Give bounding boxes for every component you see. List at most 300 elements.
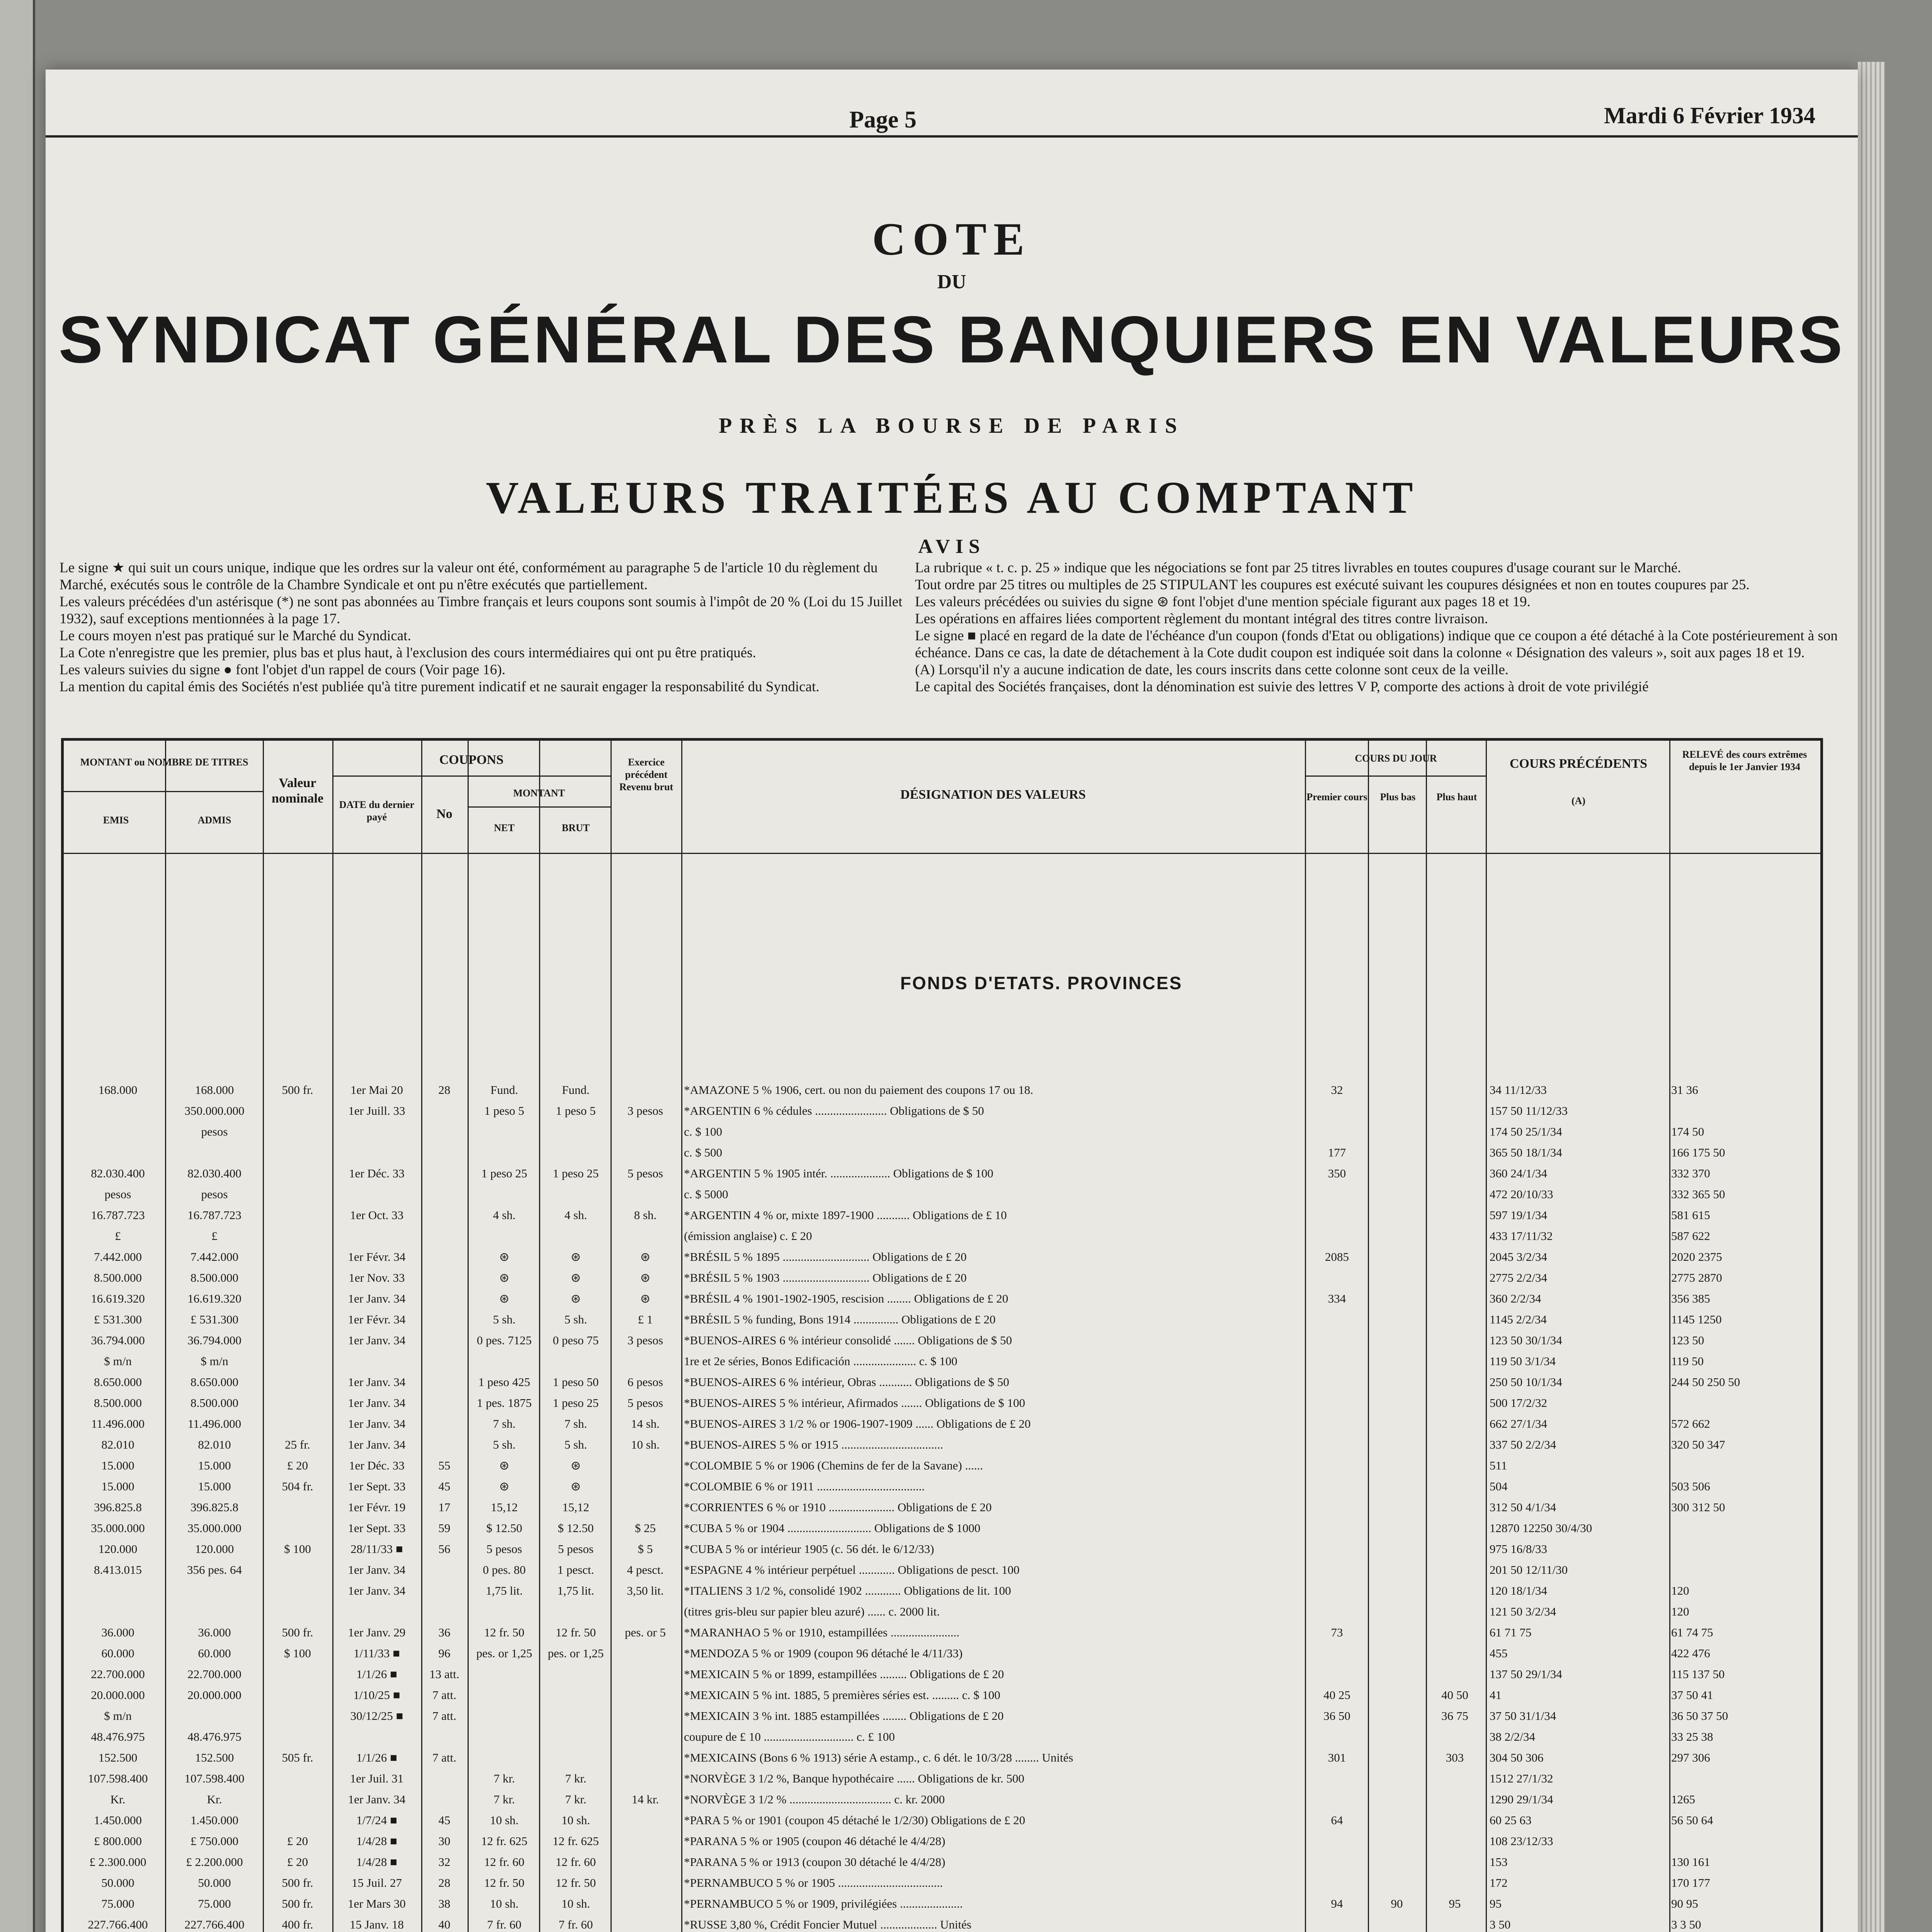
- cell-net: 1,75 lit.: [486, 1584, 523, 1597]
- cell-net: 5 pesos: [486, 1542, 522, 1556]
- cell-prec: 157 50 11/12/33: [1490, 1104, 1568, 1117]
- cell-rel: 36 50 37 50: [1671, 1709, 1728, 1723]
- notice-paragraph: Le signe ■ placé en regard de la date de l'échéance d'un coupon (fonds d'Etat ou obligations) indique que ce coupon a été détaché à la Cote postérieurement à son échéance. Dans ce cas, la date de détachement à la Cote dudit coupon est indiquée soit dans la colonne « Désignation des valeurs », soit aux pages 18 et 19.: [915, 628, 1838, 661]
- cell-prec: 123 50 30/1/34: [1490, 1333, 1562, 1347]
- title-syndicat: SYNDICAT GÉNÉRAL DES BANQUIERS EN VALEURS: [58, 303, 1845, 377]
- cell-brut: 0 peso 75: [553, 1333, 599, 1347]
- cell-net: 12 fr. 50: [484, 1876, 525, 1889]
- cell-rel: 174 50: [1671, 1125, 1704, 1138]
- cell-emis: £ 531.300: [94, 1313, 142, 1326]
- cell-admis: 48.476.975: [187, 1730, 242, 1743]
- cell-emis: pesos: [104, 1187, 131, 1201]
- notice-paragraph: (A) Lorsqu'il n'y a aucune indication de date, les cours inscrits dans cette colonne sont ceux de la veille.: [915, 662, 1509, 678]
- cell-prec: 121 50 3/2/34: [1490, 1605, 1556, 1618]
- cell-admis: Kr.: [207, 1793, 222, 1806]
- table-row: [64, 1686, 1820, 1707]
- cell-brut: ⊛: [571, 1250, 581, 1264]
- cell-emis: 15.000: [101, 1480, 134, 1493]
- cell-rel: 503 506: [1671, 1480, 1710, 1493]
- cell-desig: *MEXICAINS (Bons 6 % 1913) série A estamp., c. 6 dét. le 10/3/28 ........ Unités: [684, 1751, 1073, 1764]
- cell-rev: £ 1: [638, 1313, 653, 1326]
- cell-date: 1er Janv. 34: [348, 1375, 406, 1389]
- header-emis: EMIS: [103, 815, 129, 826]
- cell-rev: 8 sh.: [634, 1208, 657, 1222]
- cell-desig: *NORVÈGE 3 1/2 %, Banque hypothécaire ...... Obligations de kr. 500: [684, 1772, 1024, 1785]
- left-page-edge: [0, 0, 35, 1932]
- cell-date: 1/10/25 ■: [353, 1688, 400, 1702]
- cell-net: 12 fr. 625: [481, 1834, 527, 1848]
- page-number: Page 5: [849, 107, 917, 133]
- cell-brut: 4 sh.: [564, 1208, 587, 1222]
- notice-paragraph: La mention du capital émis des Sociétés n'est publiée qu'à titre purement indicatif et ne saurait engager la responsabilité du Syndicat.: [60, 679, 820, 695]
- cell-admis: £ 531.300: [190, 1313, 238, 1326]
- section-title: FONDS D'ETATS. PROVINCES: [900, 973, 1183, 993]
- cell-prec: 455: [1490, 1646, 1508, 1660]
- cell-emis: 60.000: [101, 1646, 134, 1660]
- cell-brut: $ 12.50: [558, 1521, 594, 1535]
- cell-rev: 4 pesct.: [627, 1563, 664, 1577]
- cell-emis: 50.000: [101, 1876, 134, 1889]
- cell-emis: $ m/n: [104, 1709, 132, 1723]
- cell-brut: 5 sh.: [564, 1438, 587, 1451]
- title-cote: COTE: [872, 213, 1032, 265]
- cell-desig: *ARGENTIN 6 % cédules ........................ Obligations de $ 50: [684, 1104, 984, 1117]
- cell-brut: 5 pesos: [558, 1542, 594, 1556]
- cell-nom: 500 fr.: [282, 1876, 313, 1889]
- table-row: [64, 1415, 1820, 1435]
- cell-prec: 250 50 10/1/34: [1490, 1375, 1562, 1389]
- table-row: [64, 1769, 1820, 1790]
- cell-net: 7 kr.: [493, 1772, 515, 1785]
- cell-prem: 94: [1331, 1897, 1343, 1910]
- cell-admis: 36.794.000: [187, 1333, 242, 1347]
- header-no: No: [436, 807, 452, 821]
- cell-prec: 60 25 63: [1490, 1813, 1532, 1827]
- cell-net: 1 peso 5: [484, 1104, 524, 1117]
- cell-rel: 300 312 50: [1671, 1500, 1725, 1514]
- table-body: [64, 1081, 1820, 1932]
- cell-rel: 130 161: [1671, 1855, 1710, 1869]
- cell-rev: ⊛: [640, 1271, 650, 1284]
- header-premier: Premier cours: [1306, 791, 1367, 803]
- cell-brut: 10 sh.: [561, 1813, 590, 1827]
- cell-date: 1/7/24 ■: [356, 1813, 397, 1827]
- notice-paragraph: La rubrique « t. c. p. 25 » indique que les négociations se font par 25 titres livrables en toutes coupures d'usage courant sur le Marché.: [915, 560, 1681, 576]
- notice-left-column: [60, 560, 906, 696]
- cell-brut: 1 peso 50: [553, 1375, 599, 1389]
- cell-plh: 303: [1446, 1751, 1464, 1764]
- cell-prec: 1145 2/2/34: [1490, 1313, 1547, 1326]
- table-row: [64, 1331, 1820, 1352]
- cell-date: 1er Févr. 34: [348, 1250, 406, 1264]
- cell-emis: 15.000: [101, 1459, 134, 1472]
- cell-brut: 12 fr. 625: [553, 1834, 599, 1848]
- cell-brut: ⊛: [571, 1459, 581, 1472]
- cell-date: 1/1/26 ■: [356, 1667, 397, 1681]
- cell-emis: £: [115, 1229, 121, 1243]
- cell-prem: 36 50: [1323, 1709, 1350, 1723]
- cell-prec: 37 50 31/1/34: [1490, 1709, 1556, 1723]
- cell-nom: 25 fr.: [285, 1438, 310, 1451]
- cell-rel: 170 177: [1671, 1876, 1710, 1889]
- cell-desig: *ITALIENS 3 1/2 %, consolidé 1902 ............ Obligations de lit. 100: [684, 1584, 1011, 1597]
- cell-brut: 7 fr. 60: [558, 1918, 593, 1931]
- cell-rel: 572 662: [1671, 1417, 1710, 1430]
- cell-nom: 500 fr.: [282, 1626, 313, 1639]
- cell-emis: 20.000.000: [91, 1688, 145, 1702]
- cell-prec: 201 50 12/11/30: [1490, 1563, 1568, 1577]
- cell-no: 30: [438, 1834, 451, 1848]
- cell-net: 0 pes. 7125: [476, 1333, 532, 1347]
- title-pres: PRÈS LA BOURSE DE PARIS: [719, 414, 1185, 438]
- table-row: [64, 1748, 1820, 1769]
- cell-no: 28: [438, 1083, 451, 1097]
- cell-desig: c. $ 100: [684, 1125, 723, 1138]
- cell-desig: c. $ 500: [684, 1146, 723, 1159]
- cell-net: ⊛: [499, 1480, 509, 1493]
- cell-desig: *ARGENTIN 4 % or, mixte 1897-1900 ........... Obligations de £ 10: [684, 1208, 1007, 1222]
- cell-prec: 662 27/1/34: [1490, 1417, 1547, 1430]
- cell-prec: 1512 27/1/32: [1490, 1772, 1553, 1785]
- cell-admis: 356 pes. 64: [187, 1563, 242, 1577]
- cell-emis: 16.787.723: [91, 1208, 145, 1222]
- cell-net: 5 sh.: [493, 1438, 516, 1451]
- cell-net: 10 sh.: [490, 1813, 519, 1827]
- cell-desig: *RUSSE 3,80 %, Crédit Foncier Mutuel ................... Unités: [684, 1918, 971, 1931]
- cell-prec: 500 17/2/32: [1490, 1396, 1547, 1410]
- cell-prec: 597 19/1/34: [1490, 1208, 1547, 1222]
- cell-desig: *CORRIENTES 6 % or 1910 ...................... Obligations de £ 20: [684, 1500, 992, 1514]
- table-row: [64, 1582, 1820, 1602]
- cell-rel: 120: [1671, 1605, 1689, 1618]
- cell-desig: (titres gris-bleu sur papier bleu azuré) ...... c. 2000 lit.: [684, 1605, 940, 1618]
- notice-paragraph: La Cote n'enregistre que les premier, plus bas et plus haut, à l'exclusion des cours intermédiaires qui ont pu être pratiqués.: [60, 645, 756, 661]
- cell-date: 1er Juil. 31: [350, 1772, 404, 1785]
- header-bottom-rule: [64, 853, 1820, 854]
- cell-brut: 1 peso 25: [553, 1396, 599, 1410]
- cell-prec: 2045 3/2/34: [1490, 1250, 1547, 1264]
- cell-net: ⊛: [499, 1459, 509, 1472]
- table-row: [64, 1435, 1820, 1456]
- cell-desig: *PARANA 5 % or 1905 (coupon 46 détaché le 4/4/28): [684, 1834, 946, 1848]
- cell-rev: ⊛: [640, 1292, 650, 1305]
- header-cours-precedents: COURS PRÉCÉDENTS: [1509, 757, 1648, 771]
- cell-desig: *CUBA 5 % or intérieur 1905 (c. 56 dét. le 6/12/33): [684, 1542, 934, 1556]
- cell-brut: Fund.: [562, 1083, 590, 1097]
- cell-emis: 7.442.000: [94, 1250, 142, 1264]
- cell-date: 1er Sept. 33: [348, 1480, 406, 1493]
- issue-date: Mardi 6 Février 1934: [1604, 103, 1815, 128]
- cell-date: 1er Janv. 34: [348, 1584, 406, 1597]
- cell-admis: 60.000: [198, 1646, 231, 1660]
- cell-nom: 500 fr.: [282, 1083, 313, 1097]
- cell-rel: 297 306: [1671, 1751, 1710, 1764]
- cell-date: 1er Janv. 34: [348, 1292, 406, 1305]
- cell-net: 7 sh.: [493, 1417, 516, 1430]
- cell-prec: 38 2/2/34: [1490, 1730, 1535, 1743]
- table-row: [64, 1561, 1820, 1582]
- cell-brut: 1 peso 5: [556, 1104, 596, 1117]
- cell-admis: 35.000.000: [187, 1521, 242, 1535]
- cell-emis: 82.030.400: [91, 1167, 145, 1180]
- cell-no: 96: [438, 1646, 451, 1660]
- cell-date: 1er Mars 30: [348, 1897, 406, 1910]
- cell-emis: Kr.: [110, 1793, 126, 1806]
- cell-plb: 90: [1391, 1897, 1403, 1910]
- cell-date: 1er Juill. 33: [348, 1104, 405, 1117]
- cell-date: 1er Déc. 33: [349, 1459, 405, 1472]
- cell-no: 56: [438, 1542, 451, 1556]
- cell-date: 1er Mai 20: [350, 1083, 403, 1097]
- cell-admis: 82.030.400: [187, 1167, 242, 1180]
- cell-no: 55: [438, 1459, 451, 1472]
- cell-rel: 2020 2375: [1671, 1250, 1722, 1264]
- header-exercice: Exercice précédent Revenu brut: [619, 757, 673, 793]
- cell-prec: 120 18/1/34: [1490, 1584, 1547, 1597]
- header-coupons: COUPONS: [439, 753, 504, 767]
- cell-prec: 433 17/11/32: [1490, 1229, 1553, 1243]
- cell-emis: 8.413.015: [94, 1563, 142, 1577]
- cell-admis: 396.825.8: [190, 1500, 238, 1514]
- cell-prem: 73: [1331, 1626, 1343, 1639]
- cell-prec: 2775 2/2/34: [1490, 1271, 1547, 1284]
- cell-rel: 332 365 50: [1671, 1187, 1725, 1201]
- cell-admis: 15.000: [198, 1480, 231, 1493]
- cell-desig: *BRÉSIL 5 % 1895 ............................. Obligations de £ 20: [684, 1250, 967, 1264]
- cell-admis: 152.500: [195, 1751, 234, 1764]
- cell-no: 7 att.: [432, 1688, 456, 1702]
- cell-date: 1er Févr. 34: [348, 1313, 406, 1326]
- cell-rel: 2775 2870: [1671, 1271, 1722, 1284]
- cell-rev: 5 pesos: [627, 1167, 663, 1180]
- cell-admis: 350.000.000: [184, 1104, 245, 1117]
- cell-prec: 1290 29/1/34: [1490, 1793, 1553, 1806]
- cell-date: 1er Nov. 33: [349, 1271, 405, 1284]
- cell-rel: 166 175 50: [1671, 1146, 1725, 1159]
- cell-prem: 2085: [1325, 1250, 1349, 1264]
- cell-emis: 36.794.000: [91, 1333, 145, 1347]
- cell-no: 32: [438, 1855, 451, 1869]
- cell-brut: 1,75 lit.: [557, 1584, 594, 1597]
- cell-rev: pes. or 5: [625, 1626, 666, 1639]
- cell-emis: 48.476.975: [91, 1730, 145, 1743]
- cell-desig: *MENDOZA 5 % or 1909 (coupon 96 détaché le 4/11/33): [684, 1646, 963, 1660]
- cell-prec: 108 23/12/33: [1490, 1834, 1553, 1848]
- cell-desig: coupure de £ 10 .............................. c. £ 100: [684, 1730, 895, 1743]
- cell-net: 0 pes. 80: [483, 1563, 526, 1577]
- cell-rel: 3 3 50: [1671, 1918, 1701, 1931]
- cell-date: 1er Janv. 34: [348, 1793, 406, 1806]
- cell-net: 7 kr.: [493, 1793, 515, 1806]
- cell-desig: *BUENOS-AIRES 6 % intérieur consolidé ....... Obligations de $ 50: [684, 1333, 1012, 1347]
- cell-no: 7 att.: [432, 1709, 456, 1723]
- notice-right-column: [915, 560, 1850, 696]
- header-designation: DÉSIGNATION DES VALEURS: [900, 787, 1086, 802]
- cell-date: 1/4/28 ■: [356, 1834, 397, 1848]
- cell-prec: 41: [1490, 1688, 1502, 1702]
- cell-nom: 504 fr.: [282, 1480, 313, 1493]
- cell-rel: 123 50: [1671, 1333, 1704, 1347]
- cell-date: 1er Janv. 34: [348, 1438, 406, 1451]
- cell-desig: *COLOMBIE 6 % or 1911 ....................................: [684, 1480, 925, 1493]
- cell-admis: £ 750.000: [190, 1834, 238, 1848]
- cell-admis: pesos: [201, 1125, 228, 1138]
- cell-prec: 312 50 4/1/34: [1490, 1500, 1556, 1514]
- cell-net: 5 sh.: [493, 1313, 516, 1326]
- cell-plh: 95: [1449, 1897, 1461, 1910]
- cell-admis: 1.450.000: [190, 1813, 238, 1827]
- cell-rel: 587 622: [1671, 1229, 1710, 1243]
- cell-plh: 36 75: [1441, 1709, 1468, 1723]
- cell-brut: 7 sh.: [564, 1417, 587, 1430]
- table-row: [64, 1164, 1820, 1185]
- header-sub-rule: [1305, 776, 1486, 777]
- cell-emis: £ 2.300.000: [89, 1855, 146, 1869]
- cell-brut: 7 kr.: [565, 1793, 587, 1806]
- cell-desig: *BUENOS-AIRES 6 % intérieur, Obras ........... Obligations de $ 50: [684, 1375, 1009, 1389]
- cell-rev: 3,50 lit.: [627, 1584, 664, 1597]
- cell-rel: 581 615: [1671, 1208, 1710, 1222]
- notice-paragraph: Les valeurs précédées d'un astérisque (*) ne sont pas abonnées au Timbre français et leurs coupons sont soumis à l'impôt de 20 % (Loi du 15 Juillet 1932), sauf exceptions mentionnées à la page 17.: [60, 594, 903, 627]
- cell-rel: 356 385: [1671, 1292, 1710, 1305]
- title-avis: AVIS: [918, 536, 985, 558]
- cell-emis: 1.450.000: [94, 1813, 142, 1827]
- cell-admis: 11.496.000: [187, 1417, 242, 1430]
- table-row: [64, 1644, 1820, 1665]
- cell-date: 1er Janv. 34: [348, 1417, 406, 1430]
- table-row: [64, 1915, 1820, 1932]
- cell-date: 1er Déc. 33: [349, 1167, 405, 1180]
- cell-date: 28/11/33 ■: [350, 1542, 403, 1556]
- cell-rel: 320 50 347: [1671, 1438, 1725, 1451]
- cell-date: 1er Janv. 34: [348, 1333, 406, 1347]
- table-row: [64, 1394, 1820, 1415]
- cell-nom: £ 20: [287, 1459, 308, 1472]
- header-plus-haut: Plus haut: [1436, 791, 1477, 803]
- header-sub-rule: [332, 776, 611, 777]
- cell-plh: 40 50: [1441, 1688, 1468, 1702]
- quotation-table: [61, 738, 1823, 1932]
- cell-desig: c. $ 5000: [684, 1187, 728, 1201]
- cell-desig: *PERNAMBUCO 5 % or 1909, privilégiées .....................: [684, 1897, 963, 1910]
- table-row: [64, 1498, 1820, 1519]
- header-montant: MONTANT ou NOMBRE DE TITRES: [80, 757, 248, 768]
- cell-no: 40: [438, 1918, 451, 1931]
- cell-rev: $ 25: [634, 1521, 656, 1535]
- cell-no: 36: [438, 1626, 451, 1639]
- cell-desig: *BRÉSIL 5 % funding, Bons 1914 ............... Obligations de £ 20: [684, 1313, 996, 1326]
- cell-desig: *PERNAMBUCO 5 % or 1905 ...................................: [684, 1876, 943, 1889]
- cell-date: 1/1/26 ■: [356, 1751, 397, 1764]
- cell-nom: $ 100: [284, 1542, 311, 1556]
- cell-rel: 332 370: [1671, 1167, 1710, 1180]
- cell-admis: 15.000: [198, 1459, 231, 1472]
- table-row: [64, 1227, 1820, 1248]
- cell-net: ⊛: [499, 1271, 509, 1284]
- cell-date: 1er Janv. 34: [348, 1396, 406, 1410]
- cell-rev: 3 pesos: [627, 1333, 663, 1347]
- cell-prec: 3 50: [1490, 1918, 1511, 1931]
- table-row: [64, 1790, 1820, 1811]
- cell-prec: 174 50 25/1/34: [1490, 1125, 1562, 1138]
- notice-paragraph: Les opérations en affaires liées comportent règlement du montant intégral des titres contre livraison.: [915, 611, 1488, 627]
- cell-net: 1 peso 25: [481, 1167, 527, 1180]
- cell-desig: *NORVÈGE 3 1/2 % .................................. c. kr. 2000: [684, 1793, 945, 1806]
- cell-desig: *COLOMBIE 5 % or 1906 (Chemins de fer de la Savane) ......: [684, 1459, 983, 1472]
- cell-emis: 168.000: [98, 1083, 138, 1097]
- cell-rev: 6 pesos: [627, 1375, 663, 1389]
- table-row: [64, 1289, 1820, 1310]
- cell-rel: 115 137 50: [1671, 1667, 1725, 1681]
- cell-nom: 400 fr.: [282, 1918, 313, 1931]
- cell-date: 1er Janv. 34: [348, 1563, 406, 1577]
- cell-brut: ⊛: [571, 1271, 581, 1284]
- cell-no: 17: [438, 1500, 451, 1514]
- cell-emis: 16.619.320: [91, 1292, 145, 1305]
- cell-emis: 35.000.000: [91, 1521, 145, 1535]
- notice-paragraph: Les valeurs précédées ou suivies du signe ⊛ font l'objet d'une mention spéciale figurant aux pages 18 et 19.: [915, 594, 1531, 610]
- cell-brut: 5 sh.: [564, 1313, 587, 1326]
- table-row: [64, 1352, 1820, 1373]
- cell-admis: 8.500.000: [190, 1396, 238, 1410]
- cell-emis: 120.000: [98, 1542, 138, 1556]
- cell-emis: 8.500.000: [94, 1271, 142, 1284]
- notice-paragraph: Le cours moyen n'est pas pratiqué sur le Marché du Syndicat.: [60, 628, 411, 644]
- cell-prec: 34 11/12/33: [1490, 1083, 1547, 1097]
- cell-prec: 360 24/1/34: [1490, 1167, 1547, 1180]
- table-row: [64, 1206, 1820, 1227]
- cell-net: Fund.: [490, 1083, 518, 1097]
- cell-date: 1er Sept. 33: [348, 1521, 406, 1535]
- cell-admis: 22.700.000: [187, 1667, 242, 1681]
- cell-date: 30/12/25 ■: [350, 1709, 403, 1723]
- table-row: [64, 1874, 1820, 1895]
- cell-desig: *PARANA 5 % or 1913 (coupon 30 détaché le 4/4/28): [684, 1855, 946, 1869]
- table-row: [64, 1853, 1820, 1874]
- header-valeur-nominale: Valeur nominale: [271, 776, 324, 806]
- cell-rev: 10 sh.: [631, 1438, 660, 1451]
- cell-admis: 36.000: [198, 1626, 231, 1639]
- cell-brut: 1 peso 25: [553, 1167, 599, 1180]
- cell-admis: £ 2.200.000: [186, 1855, 243, 1869]
- table-row: [64, 1185, 1820, 1206]
- title-valeurs: VALEURS TRAITÉES AU COMPTANT: [486, 472, 1418, 523]
- notice-paragraph: Les valeurs suivies du signe ● font l'objet d'un rappel de cours (Voir page 16).: [60, 662, 505, 678]
- cell-brut: 10 sh.: [561, 1897, 590, 1910]
- cell-date: 1/4/28 ■: [356, 1855, 397, 1869]
- cell-no: 45: [438, 1813, 451, 1827]
- header-sub-rule: [468, 806, 611, 808]
- cell-net: 10 sh.: [490, 1897, 519, 1910]
- cell-desig: *AMAZONE 5 % 1906, cert. ou non du paiement des coupons 17 ou 18.: [684, 1083, 1034, 1097]
- cell-brut: pes. or 1,25: [548, 1646, 604, 1660]
- cell-emis: £ 800.000: [94, 1834, 142, 1848]
- cell-emis: 75.000: [101, 1897, 134, 1910]
- cell-brut: 7 kr.: [565, 1772, 587, 1785]
- cell-no: 7 att.: [432, 1751, 456, 1764]
- cell-net: $ 12.50: [486, 1521, 522, 1535]
- cell-prem: 334: [1328, 1292, 1346, 1305]
- header-montant-coupon: MONTANT: [513, 787, 565, 799]
- cell-rev: 3 pesos: [627, 1104, 663, 1117]
- cell-prec: 365 50 18/1/34: [1490, 1146, 1562, 1159]
- cell-no: 38: [438, 1897, 451, 1910]
- table-row: [64, 1811, 1820, 1832]
- right-page-edges: [1858, 62, 1885, 1932]
- table-row: [64, 1895, 1820, 1915]
- cell-rel: 119 50: [1671, 1354, 1704, 1368]
- cell-no: 28: [438, 1876, 451, 1889]
